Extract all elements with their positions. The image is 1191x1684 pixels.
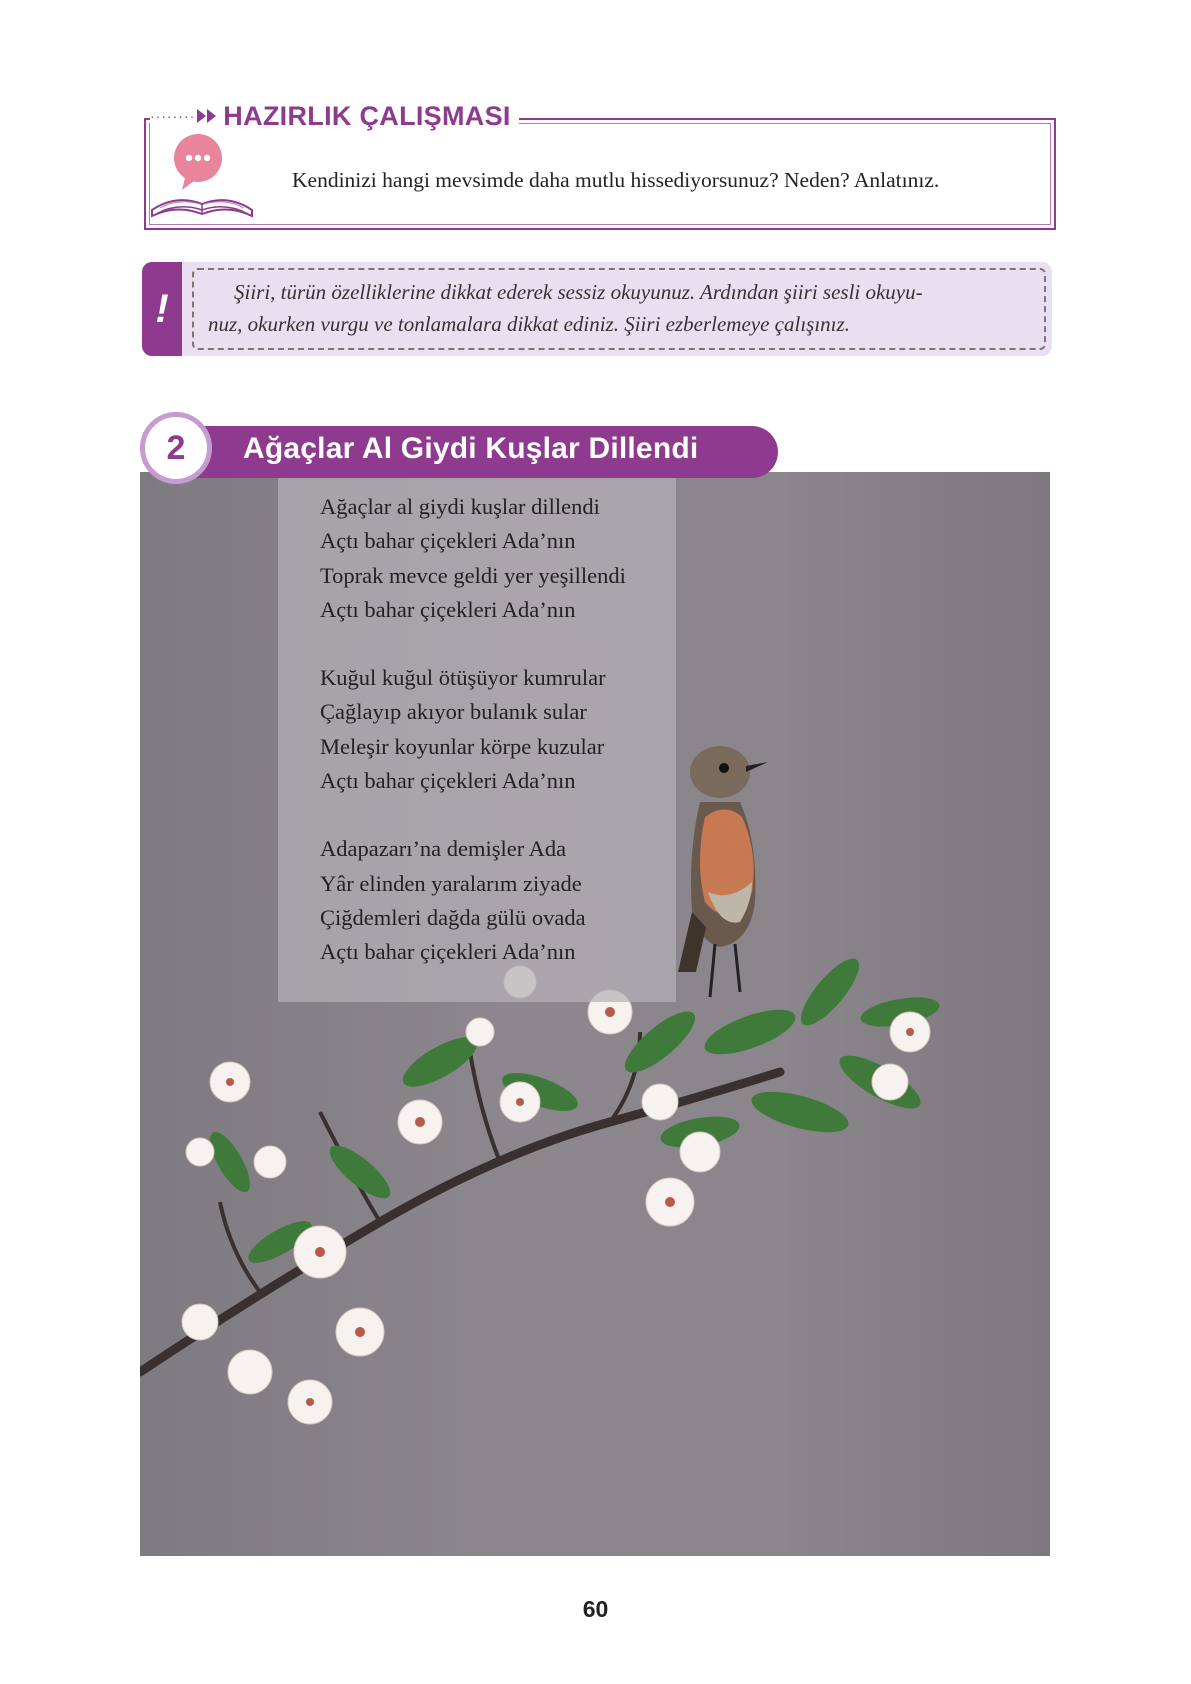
- poem-line: Meleşir koyunlar körpe kuzular: [320, 733, 605, 759]
- poem-number: 2: [140, 412, 212, 484]
- poem-line: Açtı bahar çiçekleri Ada’nın: [320, 939, 576, 965]
- poem-line: Adapazarı’na demişler Ada: [320, 836, 567, 862]
- poem-title: Ağaçlar Al Giydi Kuşlar Dillendi: [243, 432, 699, 465]
- preparation-title: HAZIRLIK ÇALIŞMASI: [223, 100, 511, 131]
- poem-line: Açtı bahar çiçekleri Ada’nın: [320, 768, 576, 794]
- poem-line: Çağlayıp akıyor bulanık sular: [320, 699, 587, 725]
- poem-line: Yâr elinden yaralarım ziyade: [320, 870, 582, 896]
- double-arrow-icon: [197, 109, 217, 123]
- reading-note: [142, 262, 1052, 356]
- stanza: [320, 832, 626, 969]
- poem-line: Çiğdemleri dağda gülü ovada: [320, 904, 586, 930]
- speech-book-icon: [146, 134, 258, 226]
- preparation-header: [150, 96, 519, 136]
- poem-text: [320, 490, 626, 1004]
- note-line-2: nuz, okurken vurgu ve tonlamalara dikkat ediniz. Şiiri ezberlemeye çalışınız.: [208, 312, 850, 336]
- poem-line: Ağaçlar al giydi kuşlar dillendi: [320, 494, 600, 519]
- page-number: 60: [582, 1596, 609, 1622]
- stanza: [320, 661, 626, 798]
- note-line-1: Şiiri, türün özelliklerine dikkat ederek sessiz okuyunuz. Ardından şiiri sesli okuyu-: [234, 280, 923, 304]
- bird-icon: [678, 746, 768, 997]
- exclamation-icon: !: [142, 262, 182, 356]
- poem-line: Toprak mevce geldi yer yeşillendi: [320, 562, 626, 588]
- dotted-leader: ········: [150, 108, 196, 124]
- stanza: [320, 490, 626, 627]
- poem-line: Kuğul kuğul ötüşüyor kumrular: [320, 665, 606, 691]
- poem-line: Açtı bahar çiçekleri Ada’nın: [320, 596, 576, 622]
- preparation-question: Kendinizi hangi mevsimde daha mutlu hissediyorsunuz? Neden? Anlatınız.: [292, 168, 940, 192]
- poem-line: Açtı bahar çiçekleri Ada’nın: [320, 528, 576, 554]
- note-text: [192, 268, 1046, 350]
